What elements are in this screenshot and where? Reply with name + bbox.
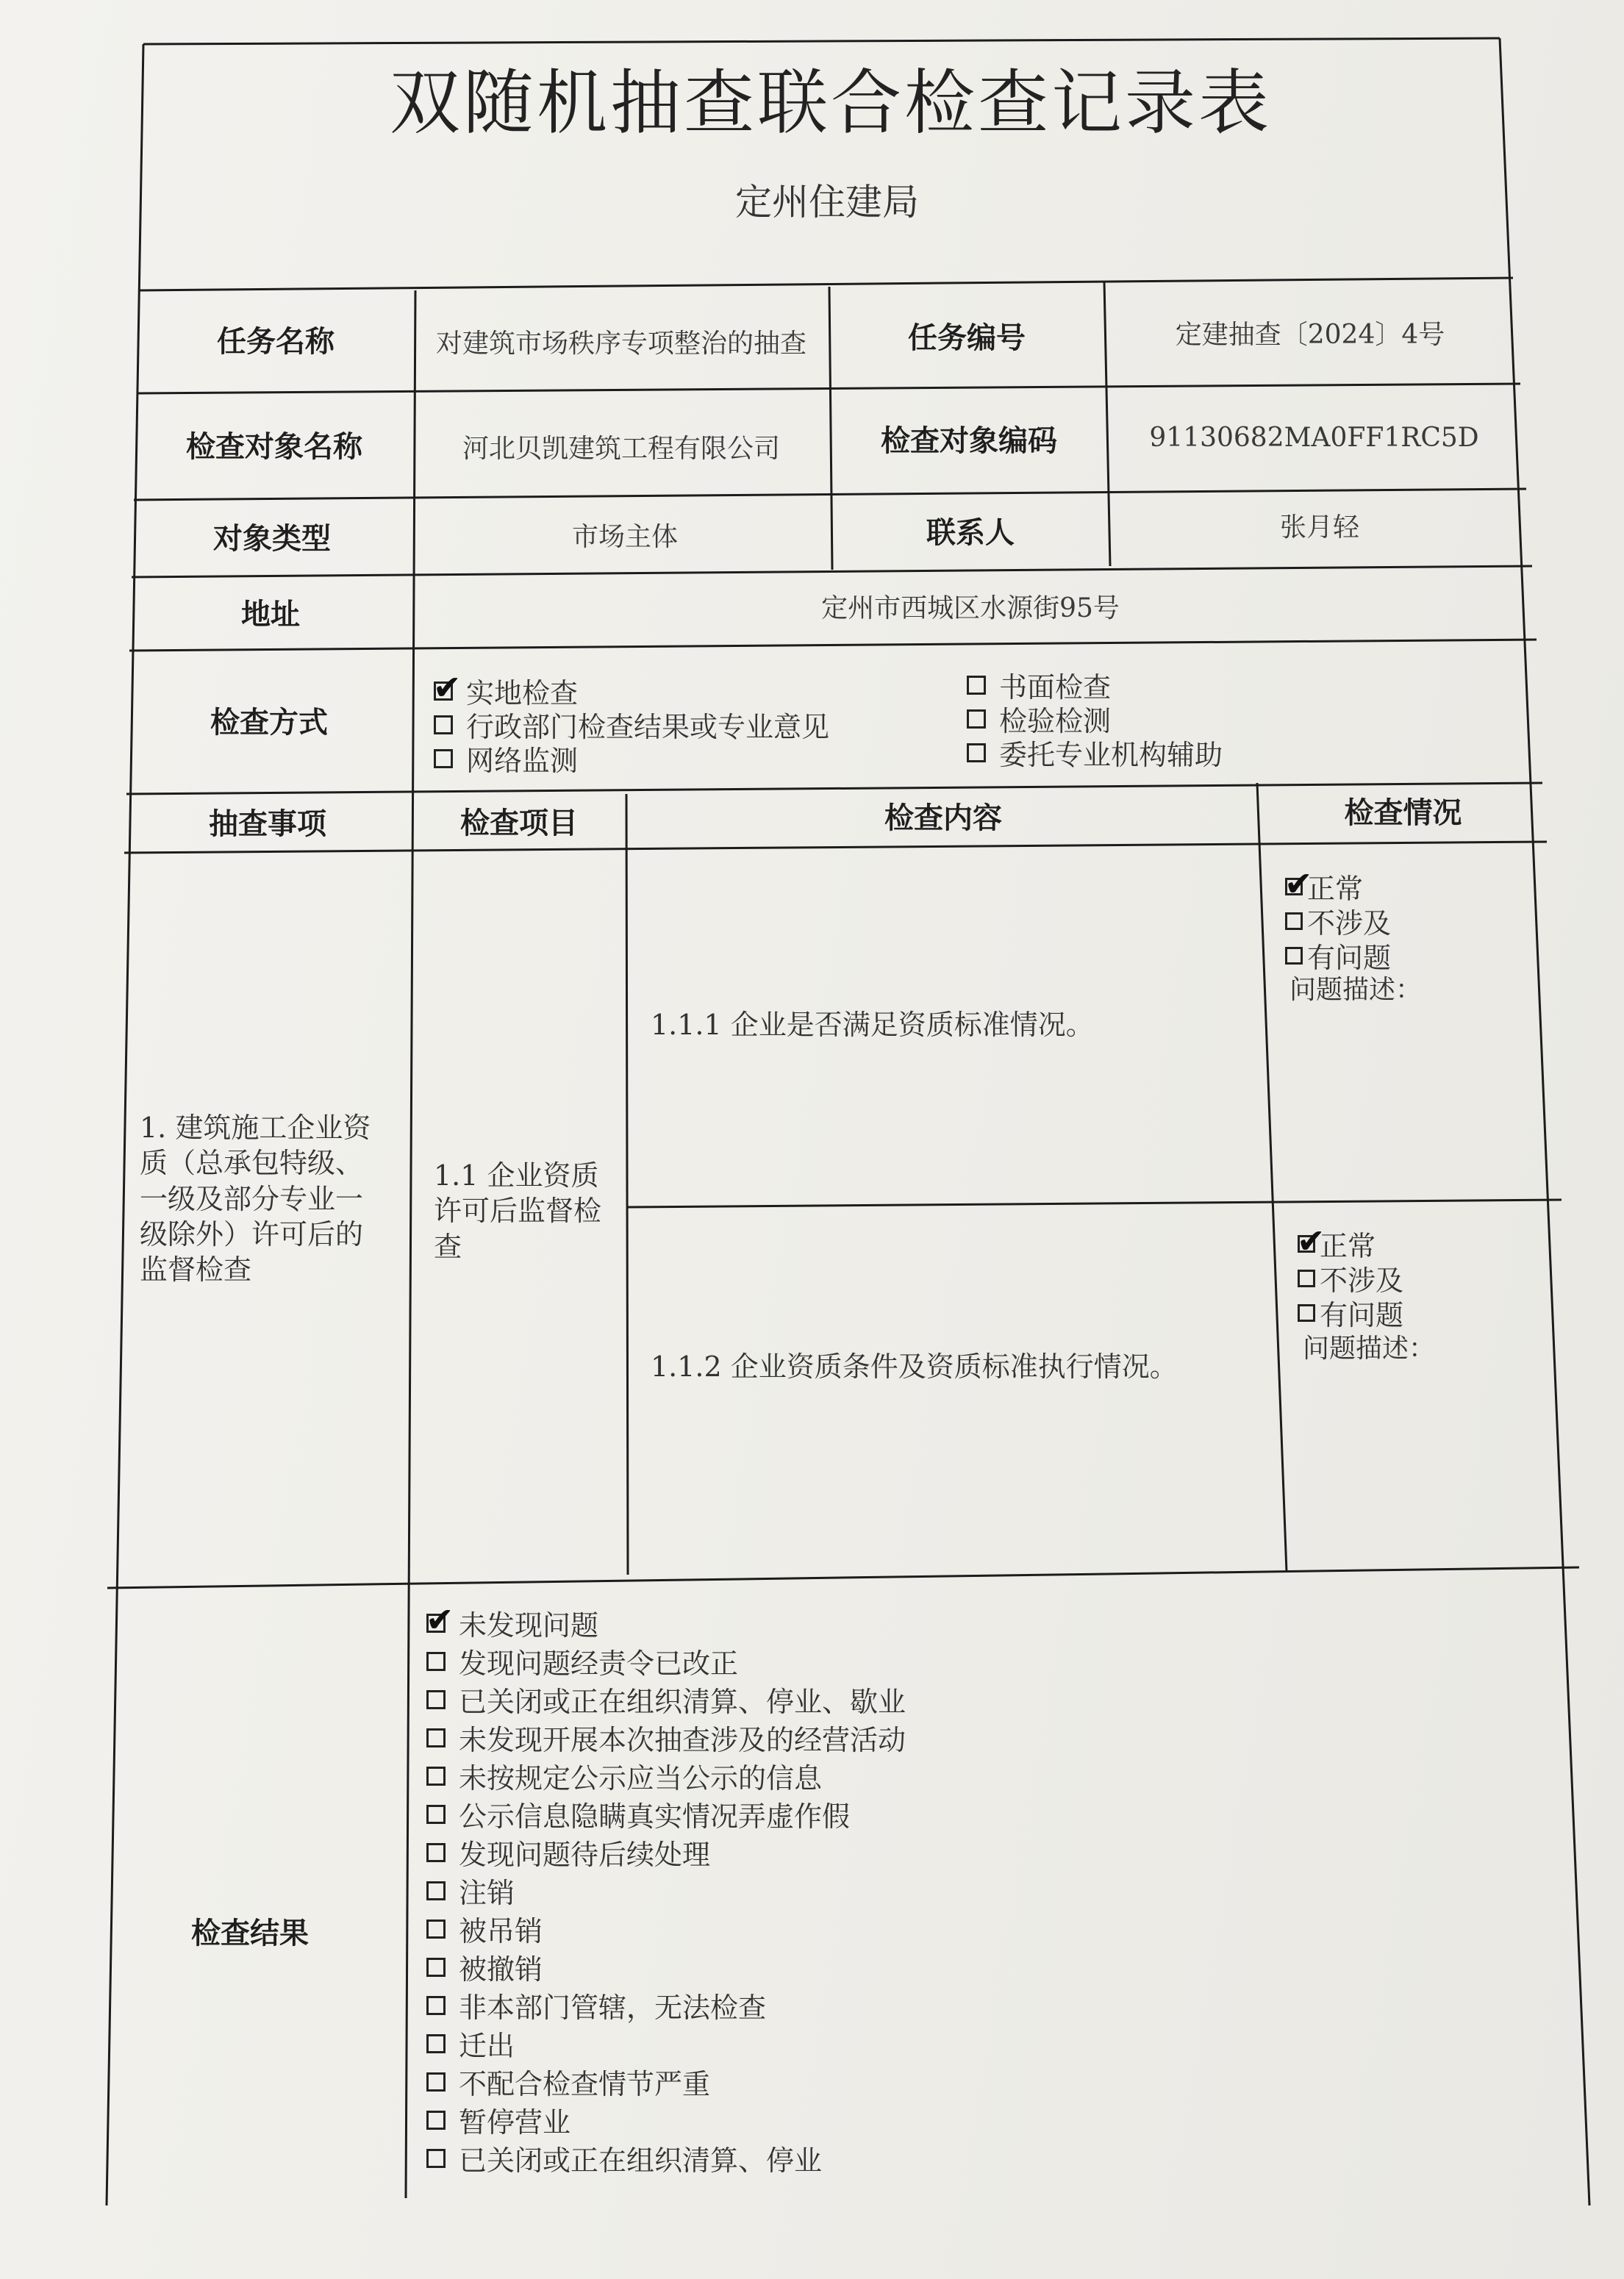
status1-problem-desc-label: 问题描述： [1289, 975, 1423, 1005]
option-label: 正常 [1307, 873, 1364, 905]
checkbox[interactable] [1285, 912, 1303, 930]
option-label: 不涉及 [1307, 907, 1392, 940]
result-option[interactable] [426, 1985, 766, 2025]
checkbox[interactable] [426, 2034, 446, 2053]
checkbox[interactable] [426, 1767, 446, 1786]
result-option[interactable] [426, 1908, 543, 1949]
check-item: 1. 建筑施工企业资质（总承包特级、一级及部分专业一级除外）许可后的监督检查 [140, 1112, 371, 1286]
checkbox[interactable] [426, 2111, 446, 2130]
result-option[interactable] [426, 2061, 710, 2102]
option-label: 未按规定公示应当公示的信息 [459, 1762, 823, 1795]
checkbox[interactable] [426, 1599, 454, 1639]
check-content-2: 1.1.2 企业资质条件及资质标准执行情况。 [651, 1350, 1178, 1383]
checkbox[interactable] [426, 1652, 446, 1671]
checkmark-icon: ✔ [1297, 1220, 1326, 1261]
checkbox[interactable] [967, 743, 986, 762]
type-value: 市场主体 [571, 521, 678, 552]
option-label: 实地检查 [466, 677, 579, 709]
method-label: 检查方式 [210, 706, 328, 740]
result-option[interactable] [426, 1832, 710, 1872]
checkbox[interactable] [433, 667, 462, 707]
option-label: 已关闭或正在组织清算、停业 [459, 2144, 823, 2177]
result-option[interactable] [426, 1870, 515, 1911]
result-option[interactable] [426, 1717, 906, 1758]
option-label: 被撤销 [459, 1953, 543, 1986]
option-label: 行政部门检查结果或专业意见 [466, 711, 830, 743]
result-option[interactable] [426, 1947, 543, 1987]
checkbox[interactable] [426, 1920, 446, 1939]
page-title: 双随机抽查联合检查记录表 [390, 62, 1272, 144]
checkbox[interactable] [426, 2149, 446, 2168]
option-label: 未发现开展本次抽查涉及的经营活动 [459, 1724, 906, 1756]
result-option[interactable] [426, 1641, 738, 1681]
option-label: 迁出 [459, 2030, 515, 2062]
option-label: 未发现问题 [459, 1609, 599, 1642]
checkbox[interactable] [1284, 863, 1313, 904]
option-label: 有问题 [1307, 942, 1392, 974]
option-label: 委托专业机构辅助 [999, 739, 1223, 771]
result-option[interactable] [426, 1679, 906, 1720]
checkbox[interactable] [426, 1805, 446, 1824]
option-label: 检验检测 [999, 705, 1112, 737]
task-name-value: 对建筑市场秩序专项整治的抽查 [435, 329, 806, 359]
option-label: 发现问题经责令已改正 [459, 1647, 739, 1680]
option-label: 网络监测 [466, 745, 579, 777]
checkbox[interactable] [434, 715, 453, 734]
target-name-label: 检查对象名称 [186, 429, 362, 464]
checkbox[interactable] [1285, 947, 1303, 965]
checkbox[interactable] [426, 1996, 446, 2015]
check-project: 1.1 企业资质许可后监督检查 [434, 1159, 602, 1263]
header-item: 抽查事项 [209, 806, 326, 841]
option-label: 有问题 [1320, 1299, 1404, 1331]
checkbox[interactable] [967, 709, 986, 729]
checkbox[interactable] [426, 1958, 446, 1977]
target-code-label: 检查对象编码 [881, 424, 1057, 458]
agency-name: 定州住建局 [735, 180, 919, 223]
result-option[interactable] [426, 1756, 822, 1796]
option-label: 正常 [1320, 1230, 1376, 1262]
result-option[interactable] [426, 2100, 570, 2140]
checkmark-icon: ✔ [1284, 863, 1313, 904]
header-content: 检查内容 [884, 801, 1002, 835]
checkbox[interactable] [426, 1728, 446, 1747]
option-label: 被吊销 [459, 1915, 543, 1947]
option-label: 已关闭或正在组织清算、停业、歇业 [459, 1686, 906, 1718]
header-project: 检查项目 [460, 806, 578, 840]
result-option[interactable] [426, 1599, 599, 1643]
method-option-network[interactable] [434, 738, 578, 779]
option-label: 发现问题待后续处理 [459, 1839, 711, 1871]
checkbox[interactable] [426, 1690, 446, 1709]
address-value: 定州市西城区水源街95号 [821, 593, 1120, 623]
option-label: 书面检查 [999, 671, 1112, 704]
checkbox[interactable] [1298, 1304, 1315, 1322]
status2-problem-desc-label: 问题描述： [1303, 1334, 1436, 1364]
target-code-value: 91130682MA0FF1RC5D [1149, 422, 1479, 453]
result-label: 检查结果 [191, 1917, 309, 1950]
contact-value: 张月轻 [1279, 512, 1359, 543]
check-content-1: 1.1.1 企业是否满足资质标准情况。 [651, 1009, 1094, 1041]
checkmark-icon: ✔ [433, 667, 462, 707]
result-option[interactable] [426, 1794, 850, 1834]
target-name-value: 河北贝凯建筑工程有限公司 [462, 433, 780, 464]
checkbox[interactable] [434, 749, 453, 768]
option-label: 暂停营业 [459, 2106, 571, 2139]
task-name-label: 任务名称 [217, 325, 335, 359]
checkbox[interactable] [1298, 1270, 1315, 1287]
option-label: 非本部门管辖，无法检查 [459, 1992, 767, 2024]
status2-problem[interactable] [1298, 1292, 1403, 1333]
result-option[interactable] [426, 2023, 515, 2064]
type-label: 对象类型 [213, 521, 331, 556]
option-label: 公示信息隐瞒真实情况弄虚作假 [459, 1800, 851, 1833]
option-label: 不配合检查情节严重 [459, 2068, 711, 2100]
address-label: 地址 [241, 597, 300, 632]
checkmark-icon: ✔ [426, 1599, 454, 1639]
checkbox[interactable] [426, 1881, 446, 1900]
checkbox[interactable] [426, 2072, 446, 2092]
checkbox[interactable] [1297, 1220, 1326, 1261]
contact-label: 联系人 [926, 516, 1015, 550]
option-label: 注销 [459, 1877, 515, 1909]
task-no-value: 定建抽查〔2024〕4号 [1175, 319, 1445, 350]
method-option-agency[interactable] [967, 732, 1223, 773]
result-option[interactable] [426, 2138, 822, 2178]
option-label: 不涉及 [1320, 1264, 1404, 1297]
task-no-label: 任务编号 [908, 321, 1026, 355]
checkbox[interactable] [426, 1843, 446, 1862]
header-status: 检查情况 [1344, 795, 1462, 830]
checkbox[interactable] [967, 676, 986, 695]
